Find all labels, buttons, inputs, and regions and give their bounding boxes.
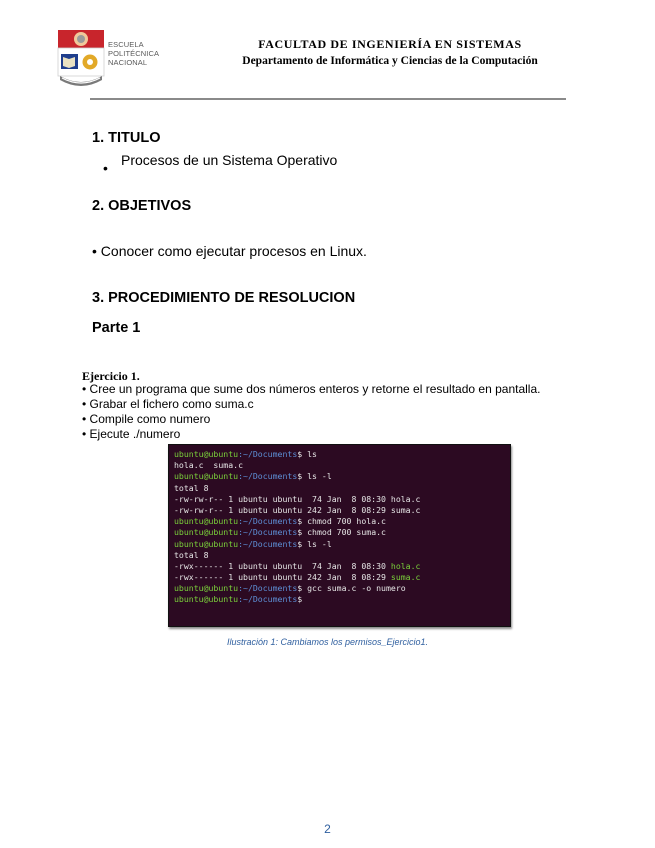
titulo-bullet: Procesos de un Sistema Operativo xyxy=(121,152,338,168)
prompt-path: :~/Documents xyxy=(238,594,298,605)
terminal-line xyxy=(174,594,505,605)
terminal-line xyxy=(174,527,505,538)
objetivos-heading: 2. OBJETIVOS xyxy=(92,198,192,214)
figure-caption: Ilustración 1: Cambiamos los permisos_Ejercicio1. xyxy=(226,637,429,647)
logo-line: POLITÉCNICA xyxy=(108,49,160,58)
exercise-line: • Ejecute ./numero xyxy=(82,427,181,441)
exercise-line: • Grabar el fichero como suma.c xyxy=(82,397,254,411)
terminal-output: -rwx------ 1 ubuntu ubuntu 74 Jan 8 08:30 xyxy=(174,560,391,571)
terminal-command: ls -l xyxy=(307,471,332,482)
terminal-line xyxy=(174,561,505,572)
logo-text xyxy=(108,40,159,67)
terminal-line xyxy=(174,550,505,561)
titulo-heading: 1. TITULO xyxy=(92,130,161,146)
prompt-path: :~/Documents xyxy=(238,449,298,459)
epn-crest-icon xyxy=(56,28,106,94)
terminal-line xyxy=(174,539,505,550)
prompt-path: :~/Documents xyxy=(238,471,298,482)
prompt-user: ubuntu@ubuntu xyxy=(174,516,239,527)
terminal-line xyxy=(174,449,505,460)
logo-line: ESCUELA xyxy=(108,40,144,49)
terminal-output: total 8 xyxy=(174,549,209,560)
executable-file: hola.c xyxy=(390,560,421,571)
executable-file: suma.c xyxy=(390,572,421,583)
terminal-output: -rw-rw-r-- 1 ubuntu ubuntu 74 Jan 8 08:30 hola.c xyxy=(174,493,421,504)
prompt-user: ubuntu@ubuntu xyxy=(174,449,239,459)
institution-logo xyxy=(56,28,166,98)
terminal-line xyxy=(174,471,505,482)
prompt-user: ubuntu@ubuntu xyxy=(174,527,239,538)
prompt-symbol: $ xyxy=(297,527,308,538)
header-divider xyxy=(90,98,566,100)
prompt-user: ubuntu@ubuntu xyxy=(174,583,239,594)
terminal-command: ls xyxy=(307,449,317,459)
prompt-path: :~/Documents xyxy=(238,516,298,527)
terminal-screenshot xyxy=(168,444,511,627)
terminal-command: ls -l xyxy=(307,538,332,549)
terminal-line xyxy=(174,583,505,594)
terminal-line xyxy=(174,483,505,494)
terminal-command: gcc suma.c -o numero xyxy=(307,583,406,594)
prompt-symbol: $ xyxy=(297,516,308,527)
prompt-path: :~/Documents xyxy=(238,538,298,549)
procedimiento-heading: 3. PROCEDIMIENTO DE RESOLUCION xyxy=(92,290,356,306)
prompt-symbol: $ xyxy=(297,583,308,594)
faculty-title: FACULTAD DE INGENIERÍA EN SISTEMAS xyxy=(258,37,522,51)
terminal-line xyxy=(174,516,505,527)
terminal-output: -rwx------ 1 ubuntu ubuntu 242 Jan 8 08:29 xyxy=(174,572,391,583)
prompt-symbol: $ xyxy=(297,538,308,549)
exercise-line: • Compile como numero xyxy=(82,412,211,426)
terminal-line xyxy=(174,572,505,583)
objetivos-item: • Conocer como ejecutar procesos en Linux. xyxy=(92,243,367,259)
terminal-line xyxy=(174,494,505,505)
department-title: Departamento de Informática y Ciencias de la Computación xyxy=(242,55,538,67)
terminal-output: total 8 xyxy=(174,482,209,493)
terminal-output: hola.c suma.c xyxy=(174,460,244,471)
terminal-line xyxy=(174,505,505,516)
exercise-line: • Cree un programa que sume dos números enteros y retorne el resultado en pantalla. xyxy=(82,382,541,396)
prompt-user: ubuntu@ubuntu xyxy=(174,471,239,482)
prompt-user: ubuntu@ubuntu xyxy=(174,538,239,549)
prompt-symbol: $ xyxy=(297,594,308,605)
page-number: 2 xyxy=(324,822,331,836)
terminal-command: chmod 700 hola.c xyxy=(307,516,386,527)
prompt-path: :~/Documents xyxy=(238,583,298,594)
parte-heading: Parte 1 xyxy=(92,320,141,336)
terminal-line xyxy=(174,460,505,471)
prompt-symbol: $ xyxy=(297,471,308,482)
prompt-user: ubuntu@ubuntu xyxy=(174,594,239,605)
logo-line: NACIONAL xyxy=(108,58,148,67)
terminal-command: chmod 700 suma.c xyxy=(307,527,386,538)
bullet-icon: • xyxy=(103,160,108,176)
exercise-title: Ejercicio 1. xyxy=(82,369,140,383)
prompt-symbol: $ xyxy=(297,449,308,459)
terminal-output: -rw-rw-r-- 1 ubuntu ubuntu 242 Jan 8 08:29 suma.c xyxy=(174,504,421,515)
prompt-path: :~/Documents xyxy=(238,527,298,538)
